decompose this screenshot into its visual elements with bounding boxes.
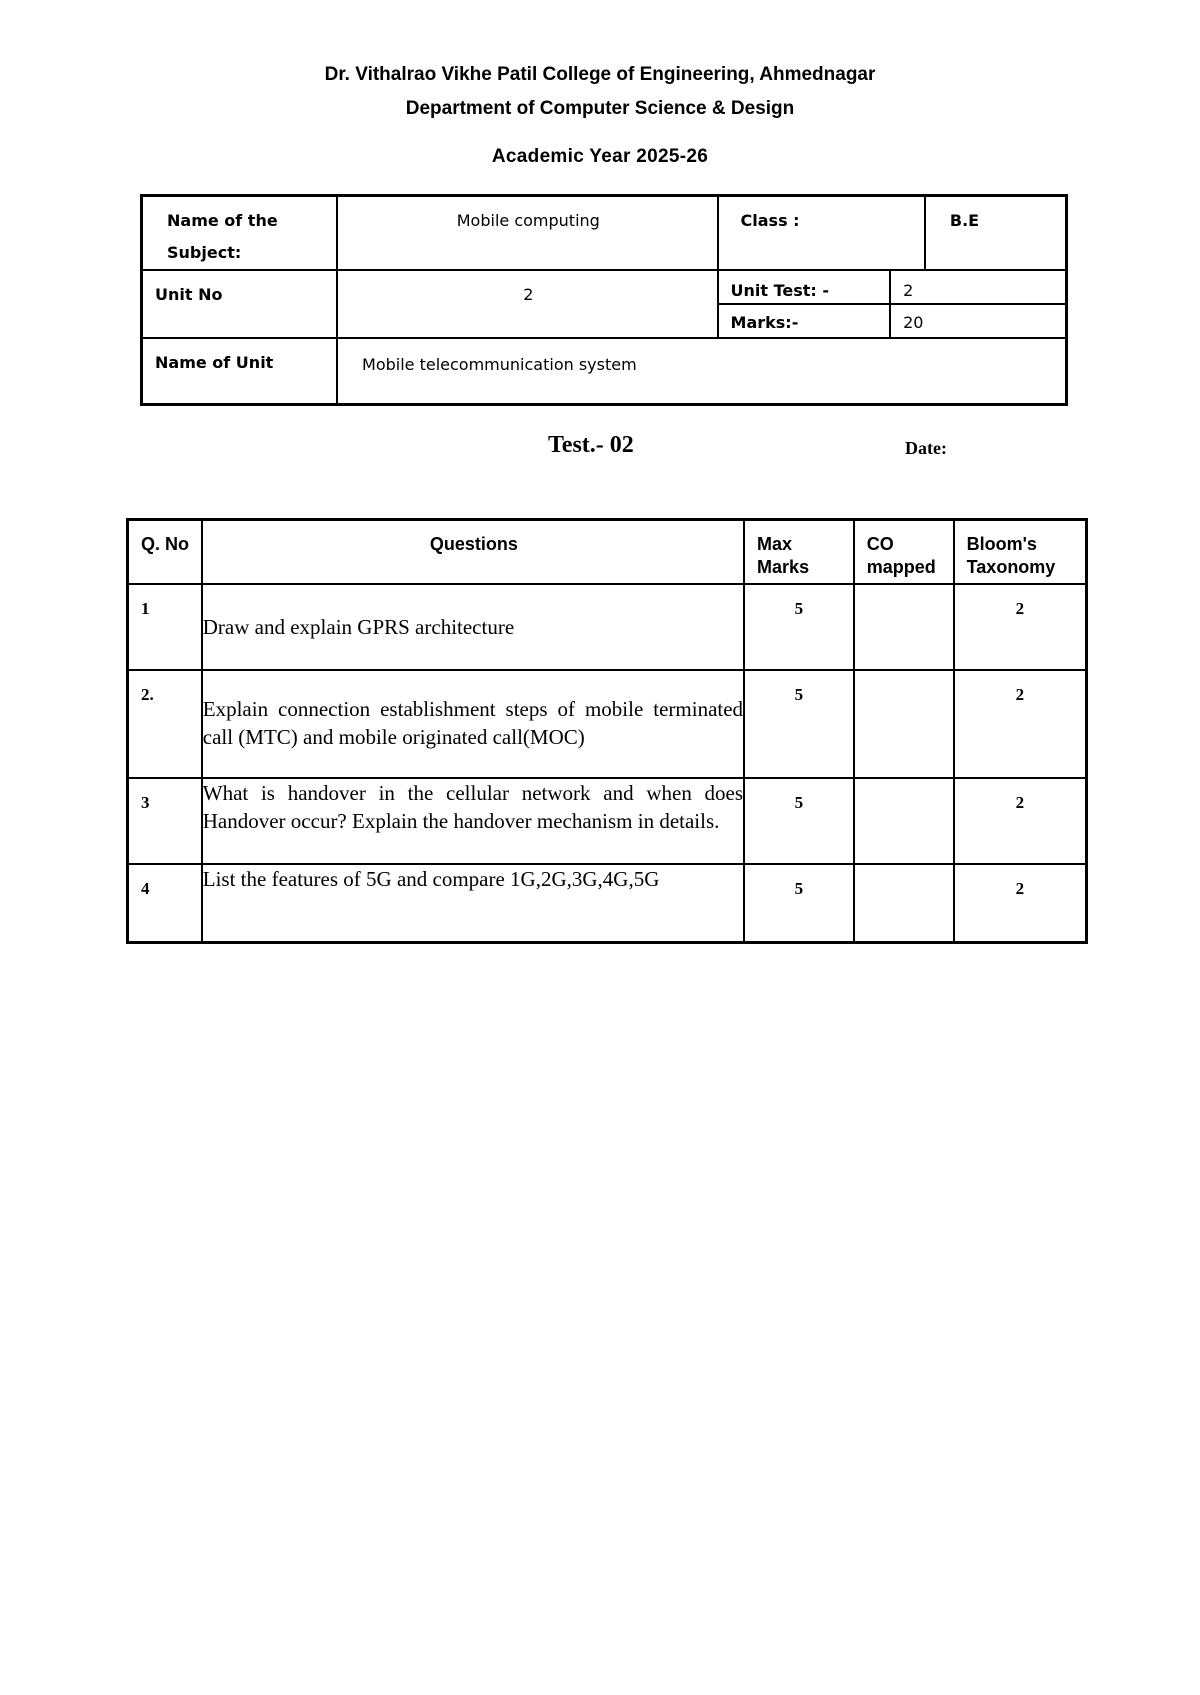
unit-no-value: 2 — [337, 270, 718, 338]
subject-info-table — [140, 194, 1068, 406]
unit-name-label: Name of Unit — [142, 338, 338, 404]
question-co-mapped — [854, 584, 954, 670]
question-number: 1 — [128, 584, 202, 670]
subject-value: Mobile computing — [337, 196, 718, 271]
question-text: Explain connection establishment steps of mobile terminated call (MTC) and mobile originated call(MOC) — [202, 670, 744, 778]
table-row — [128, 778, 1087, 864]
unit-test-value: 2 — [890, 270, 1066, 304]
questions-table — [126, 518, 1088, 944]
question-text: List the features of 5G and compare 1G,2G,3G,4G,5G — [202, 864, 744, 942]
question-co-mapped — [854, 864, 954, 942]
question-number: 2. — [128, 670, 202, 778]
header-qno: Q. No — [128, 520, 202, 585]
question-max-marks: 5 — [744, 778, 854, 864]
question-bloom-level: 2 — [954, 778, 1087, 864]
table-row — [128, 670, 1087, 778]
header-max-marks: Max Marks — [744, 520, 854, 585]
unit-test-label: Unit Test: - — [718, 270, 891, 304]
marks-value: 20 — [890, 304, 1066, 338]
unit-no-label: Unit No — [142, 270, 338, 338]
question-max-marks: 5 — [744, 584, 854, 670]
question-bloom-level: 2 — [954, 864, 1087, 942]
test-title: Test.- 02 — [548, 432, 634, 458]
question-text: Draw and explain GPRS architecture — [202, 584, 744, 670]
college-name: Dr. Vithalrao Vikhe Patil College of Engineering, Ahmednagar — [324, 64, 876, 85]
question-number: 3 — [128, 778, 202, 864]
table-row — [128, 864, 1087, 942]
marks-label: Marks:- — [718, 304, 891, 338]
question-number: 4 — [128, 864, 202, 942]
unit-name-value: Mobile telecommunication system — [337, 338, 1066, 404]
question-bloom-level: 2 — [954, 670, 1087, 778]
header-questions: Questions — [202, 520, 744, 585]
department-name: Department of Computer Science & Design — [405, 98, 795, 119]
question-bloom-level: 2 — [954, 584, 1087, 670]
header-co-mapped: CO mapped — [854, 520, 954, 585]
table-row — [128, 584, 1087, 670]
academic-year: Academic Year 2025-26 — [491, 146, 709, 167]
question-text: What is handover in the cellular network and when does Handover occur? Explain the handover mechanism in details. — [202, 778, 744, 864]
question-max-marks: 5 — [744, 864, 854, 942]
question-max-marks: 5 — [744, 670, 854, 778]
class-value: B.E — [925, 196, 1067, 271]
date-label: Date: — [905, 438, 947, 458]
header-blooms-taxonomy: Bloom's Taxonomy — [954, 520, 1087, 585]
question-co-mapped — [854, 778, 954, 864]
question-co-mapped — [854, 670, 954, 778]
class-label: Class : — [718, 196, 925, 271]
subject-label: Name of the Subject: — [142, 196, 338, 271]
